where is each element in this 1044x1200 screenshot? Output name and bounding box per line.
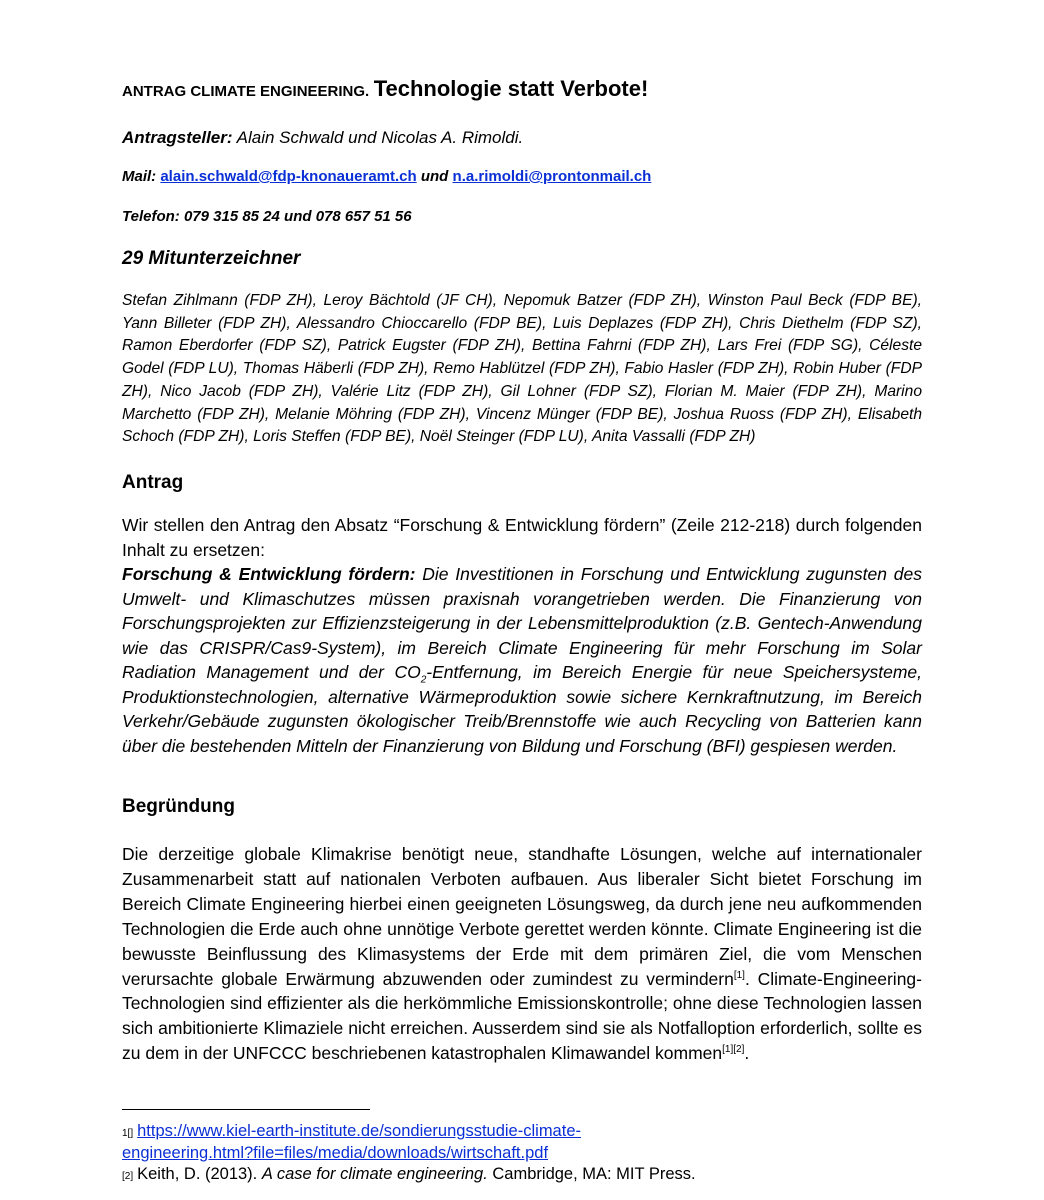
begruendung-heading: Begründung (122, 796, 235, 817)
footnote-1-marker: 1[] (122, 1128, 134, 1139)
begruendung-body (122, 842, 922, 1066)
email-link-1[interactable]: alain.schwald@fdp-knonaueramt.ch (160, 168, 417, 185)
mail-connector: und (420, 168, 449, 185)
antrag-heading: Antrag (122, 472, 184, 493)
footnote-2-author: Keith, D. (2013). (137, 1165, 258, 1183)
email-link-2[interactable]: n.a.rimoldi@prontonmail.ch (452, 168, 652, 185)
footnote-divider (122, 1109, 370, 1110)
footnote-ref-1[interactable]: [1] (733, 969, 745, 981)
document-title (122, 76, 648, 102)
footnote-ref-2[interactable]: [1][2] (722, 1044, 745, 1056)
applicants-line (122, 128, 523, 148)
proposal-text-1: Die Investitionen in Forschung und Entwicklung zugunsten des Umwelt- und Klimaschutzes müssen praxisnah vorangetrieben werden. Die Finanzierung von Forschungsprojekten zur Effizienzsteigerung in der Lebensmittelproduktion (z.B. Gentech-Anwendung wie das CRISPR/Cas9-System), im Bereich Climate Engineering für mehr Forschung im Solar Radiation Management und der CO (122, 564, 922, 682)
applicants-label: Antragsteller: (122, 128, 233, 147)
proposal-label: Forschung & Entwicklung fördern: (122, 564, 416, 584)
antrag-body (122, 513, 922, 758)
footnote-1-url-line-1: https://www.kiel-earth-institute.de/sondierungsstudie-climate- (137, 1122, 581, 1140)
phone-line: Telefon: 079 315 85 24 und 078 657 51 56 (122, 208, 412, 225)
proposal-subscript: 2 (420, 674, 427, 686)
footnote-1-url-line-2: engineering.html?file=files/media/downloads/wirtschaft.pdf (122, 1143, 549, 1162)
mail-label: Mail: (122, 168, 157, 185)
proposal-text-2: -Entfernung, im Bereich Energie für neue Speichersysteme, Produktionstechnologien, alternative Wärmeproduktion sowie sichere Kernkraftnutzung, im Bereich Verkehr/Gebäude zugunsten ökologischer Treib/Brennstoffe wie auch Recycling von Batterien kann über die bestehenden Mitteln der Finanzierung von Bildung und Forschung (BFI) gespiesen werden. (122, 662, 922, 756)
begruendung-text-3: . (744, 1043, 750, 1064)
footnote-1-link[interactable] (122, 1122, 581, 1162)
begruendung-text-2: . Climate-Engineering-Technologien sind effizienter als die herkömmliche Emissionskontrolle; ohne diese Technologien lassen sich ambitionierte Klimaziele nicht erreichen. Ausserdem sind sie als Notfalloption erforderlich, sollte es zu dem in der UNFCCC beschriebenen katastrophalen Klimawandel kommen (122, 968, 922, 1064)
antrag-intro: Wir stellen den Antrag den Absatz “Forschung & Entwicklung fördern” (Zeile 212-218) durch folgenden Inhalt zu ersetzen: (122, 515, 922, 560)
footnote-1 (122, 1121, 696, 1164)
cosigners-heading: 29 Mitunterzeichner (122, 248, 301, 269)
footnote-2-title: A case for climate engineering. (261, 1165, 488, 1183)
footnote-2 (122, 1164, 696, 1186)
begruendung-text-1: Die derzeitige globale Klimakrise benötigt neue, standhafte Lösungen, welche auf internationaler Zusammenarbeit statt auf nationalen Verboten aufbauen. Aus liberaler Sicht bietet Forschung im Bereich Climate Engineering hierbei einen geeigneten Lösungsweg, da durch jene neu aufkommenden Technologien die Erde auch ohne unnötige Verbote gerettet werden könnte. Climate Engineering ist die bewusste Beinflussung des Klimasystems der Erde mit dem primären Ziel, die vom Menschen verursachte globale Erwärmung abzuwenden oder zumindest zu vermindern (122, 844, 922, 989)
footnotes (122, 1121, 696, 1186)
mail-line (122, 168, 651, 185)
applicants-names: Alain Schwald und Nicolas A. Rimoldi. (236, 128, 524, 147)
title-main: Technologie statt Verbote! (373, 76, 649, 101)
footnote-2-marker: [2] (122, 1171, 134, 1182)
footnote-2-publisher: Cambridge, MA: MIT Press. (492, 1165, 696, 1183)
title-prefix: ANTRAG CLIMATE ENGINEERING. (122, 83, 370, 100)
cosigners-list: Stefan Zihlmann (FDP ZH), Leroy Bächtold (JF CH), Nepomuk Batzer (FDP ZH), Winston Paul Beck (FDP BE), Yann Billeter (FDP ZH), Alessandro Chioccarello (FDP BE), Luis Deplazes (FDP ZH), Chris Diethelm (FDP SZ), Ramon Eberdorfer (FDP SZ), Patrick Eugster (FDP ZH), Bettina Fahrni (FDP ZH), Lars Frei (FDP SG), Céleste Godel (FDP LU), Thomas Häberli (FDP ZH), Remo Hablützel (FDP ZH), Fabio Hasler (FDP ZH), Robin Huber (FDP ZH), Nico Jacob (FDP ZH), Valérie Litz (FDP ZH), Gil Lohner (FDP SZ), Florian M. Maier (FDP ZH), Marino Marchetto (FDP ZH), Melanie Möhring (FDP ZH), Vincenz Münger (FDP BE), Joshua Ruoss (FDP ZH), Elisabeth Schoch (FDP ZH), Loris Steffen (FDP BE), Noël Steinger (FDP LU), Anita Vassalli (FDP ZH) (122, 292, 922, 446)
